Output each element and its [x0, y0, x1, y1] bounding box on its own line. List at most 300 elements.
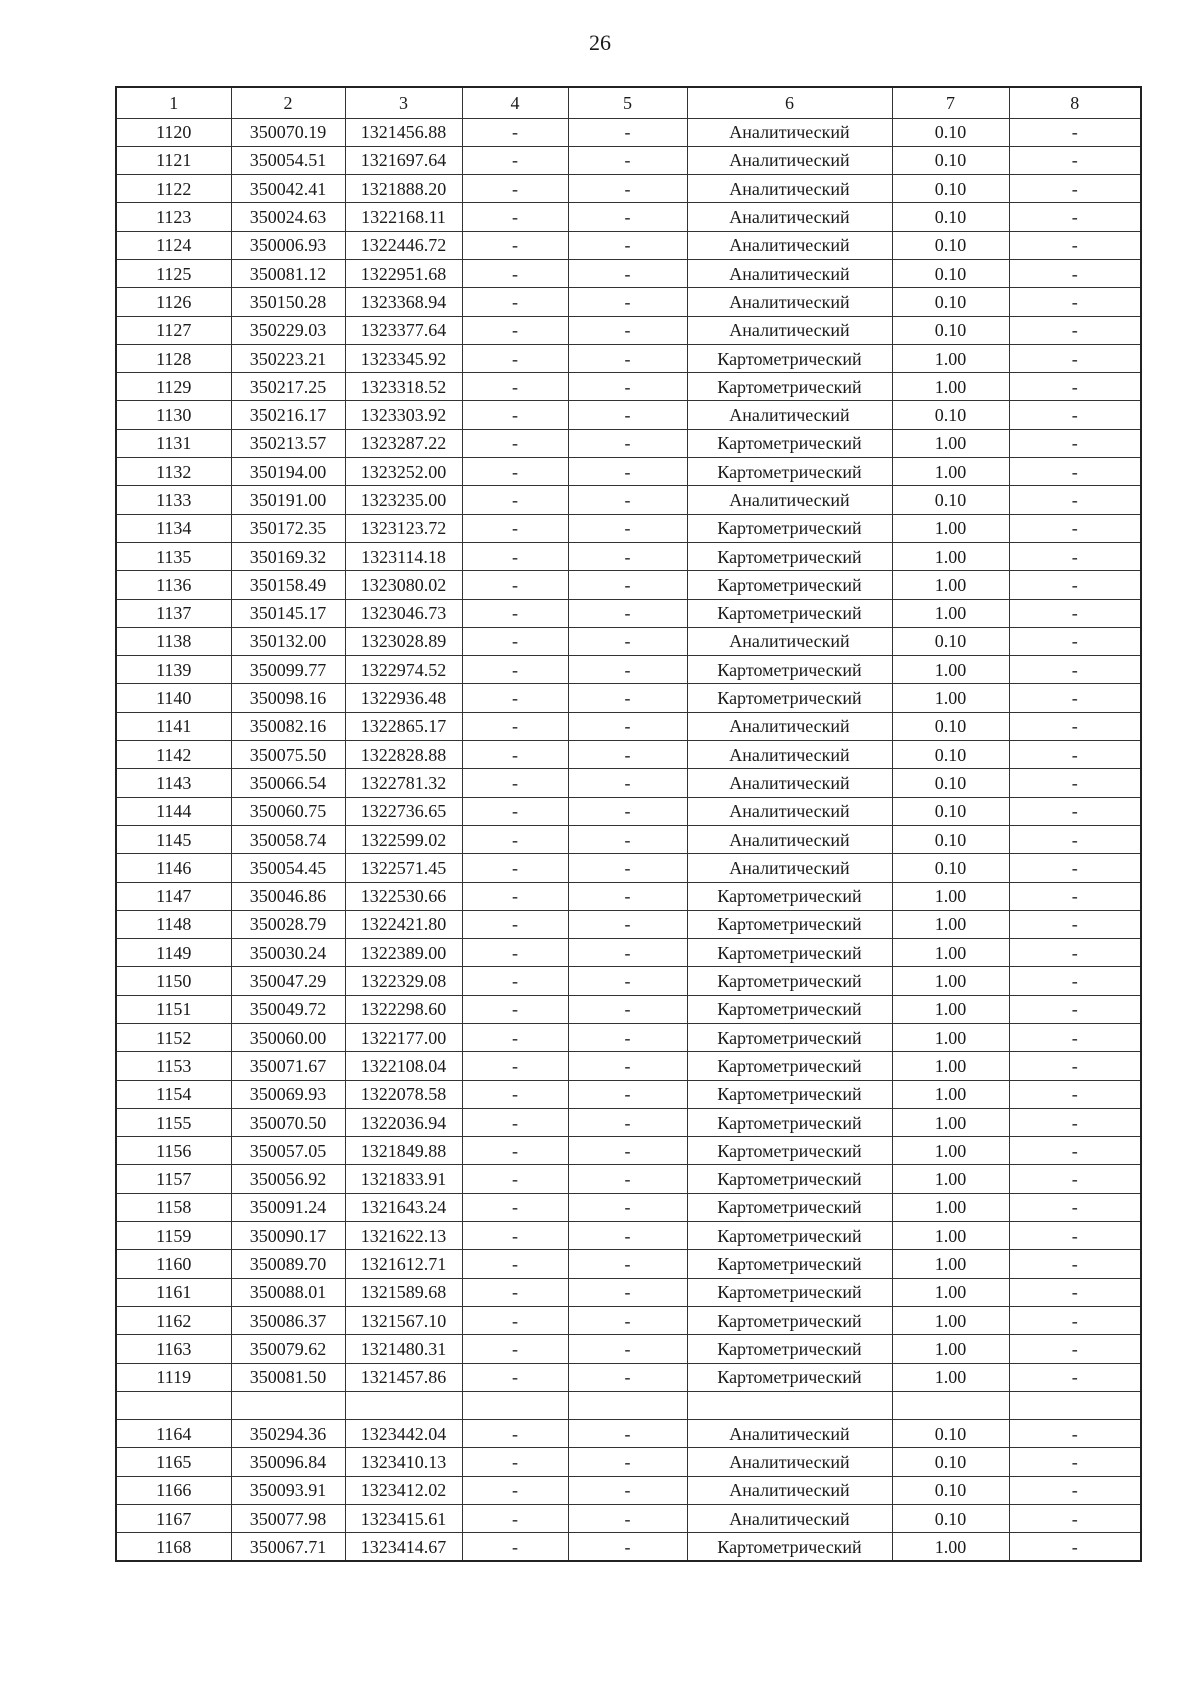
accuracy-cell: 1.00 — [892, 910, 1009, 938]
accuracy-cell: 1.00 — [892, 1024, 1009, 1052]
column-5-cell: - — [568, 1278, 687, 1306]
table-header-row — [116, 87, 1141, 118]
y-coordinate-cell: 1322736.65 — [345, 797, 462, 825]
column-header: 6 — [687, 87, 892, 118]
page-number: 26 — [589, 30, 611, 55]
column-5-cell: - — [568, 599, 687, 627]
column-8-cell: - — [1009, 486, 1141, 514]
x-coordinate-cell: 350057.05 — [231, 1137, 345, 1165]
table-row — [116, 288, 1141, 316]
y-coordinate-cell: 1322078.58 — [345, 1080, 462, 1108]
x-coordinate-cell: 350060.00 — [231, 1024, 345, 1052]
column-8-cell — [1009, 1391, 1141, 1419]
table-row — [116, 514, 1141, 542]
column-5-cell: - — [568, 967, 687, 995]
column-5-cell: - — [568, 373, 687, 401]
y-coordinate-cell: 1323410.13 — [345, 1448, 462, 1476]
column-header: 5 — [568, 87, 687, 118]
point-number-cell: 1146 — [116, 854, 231, 882]
accuracy-cell: 0.10 — [892, 118, 1009, 146]
x-coordinate-cell: 350191.00 — [231, 486, 345, 514]
point-number-cell: 1167 — [116, 1505, 231, 1533]
table-row — [116, 1505, 1141, 1533]
point-number-cell: 1164 — [116, 1420, 231, 1448]
point-number-cell: 1123 — [116, 203, 231, 231]
x-coordinate-cell: 350090.17 — [231, 1222, 345, 1250]
method-cell: Картометрический — [687, 939, 892, 967]
point-number-cell: 1162 — [116, 1306, 231, 1334]
column-4-cell: - — [462, 1165, 568, 1193]
point-number-cell: 1166 — [116, 1476, 231, 1504]
accuracy-cell: 1.00 — [892, 599, 1009, 627]
point-number-cell: 1127 — [116, 316, 231, 344]
column-8-cell: - — [1009, 967, 1141, 995]
method-cell: Картометрический — [687, 514, 892, 542]
y-coordinate-cell: 1323028.89 — [345, 627, 462, 655]
point-number-cell: 1165 — [116, 1448, 231, 1476]
column-5-cell: - — [568, 1193, 687, 1221]
column-8-cell: - — [1009, 203, 1141, 231]
x-coordinate-cell: 350030.24 — [231, 939, 345, 967]
point-number-cell: 1136 — [116, 571, 231, 599]
x-coordinate-cell: 350054.45 — [231, 854, 345, 882]
column-5-cell: - — [568, 1250, 687, 1278]
accuracy-cell: 0.10 — [892, 401, 1009, 429]
column-8-cell: - — [1009, 542, 1141, 570]
y-coordinate-cell: 1321849.88 — [345, 1137, 462, 1165]
column-8-cell: - — [1009, 288, 1141, 316]
column-8-cell: - — [1009, 429, 1141, 457]
y-coordinate-cell: 1322599.02 — [345, 825, 462, 853]
column-8-cell: - — [1009, 684, 1141, 712]
y-coordinate-cell: 1322571.45 — [345, 854, 462, 882]
column-4-cell: - — [462, 1137, 568, 1165]
column-4-cell: - — [462, 854, 568, 882]
column-4-cell: - — [462, 995, 568, 1023]
column-header: 8 — [1009, 87, 1141, 118]
x-coordinate-cell: 350086.37 — [231, 1306, 345, 1334]
column-5-cell: - — [568, 1335, 687, 1363]
point-number-cell: 1151 — [116, 995, 231, 1023]
accuracy-cell: 0.10 — [892, 486, 1009, 514]
accuracy-cell: 1.00 — [892, 542, 1009, 570]
method-cell: Картометрический — [687, 1335, 892, 1363]
x-coordinate-cell: 350060.75 — [231, 797, 345, 825]
x-coordinate-cell: 350096.84 — [231, 1448, 345, 1476]
column-5-cell: - — [568, 231, 687, 259]
method-cell: Картометрический — [687, 458, 892, 486]
column-4-cell: - — [462, 1052, 568, 1080]
column-5-cell: - — [568, 1420, 687, 1448]
column-8-cell: - — [1009, 373, 1141, 401]
y-coordinate-cell: 1322389.00 — [345, 939, 462, 967]
y-coordinate-cell: 1322036.94 — [345, 1108, 462, 1136]
accuracy-cell: 0.10 — [892, 175, 1009, 203]
column-4-cell: - — [462, 259, 568, 287]
x-coordinate-cell: 350099.77 — [231, 656, 345, 684]
point-number-cell: 1152 — [116, 1024, 231, 1052]
column-4-cell: - — [462, 118, 568, 146]
x-coordinate-cell: 350042.41 — [231, 175, 345, 203]
column-8-cell: - — [1009, 1024, 1141, 1052]
x-coordinate-cell: 350066.54 — [231, 769, 345, 797]
point-number-cell: 1128 — [116, 344, 231, 372]
point-number-cell: 1149 — [116, 939, 231, 967]
column-5-cell: - — [568, 1363, 687, 1391]
y-coordinate-cell — [345, 1391, 462, 1419]
method-cell: Аналитический — [687, 231, 892, 259]
point-number-cell: 1156 — [116, 1137, 231, 1165]
x-coordinate-cell: 350093.91 — [231, 1476, 345, 1504]
column-8-cell: - — [1009, 1108, 1141, 1136]
table-row — [116, 1335, 1141, 1363]
y-coordinate-cell: 1322421.80 — [345, 910, 462, 938]
column-4-cell: - — [462, 514, 568, 542]
column-8-cell: - — [1009, 825, 1141, 853]
table-row — [116, 712, 1141, 740]
column-5-cell: - — [568, 1533, 687, 1561]
point-number-cell — [116, 1391, 231, 1419]
table-row — [116, 1278, 1141, 1306]
x-coordinate-cell: 350024.63 — [231, 203, 345, 231]
column-5-cell: - — [568, 939, 687, 967]
table-row — [116, 486, 1141, 514]
table-row — [116, 316, 1141, 344]
column-5-cell: - — [568, 571, 687, 599]
column-5-cell: - — [568, 429, 687, 457]
method-cell: Картометрический — [687, 995, 892, 1023]
point-number-cell: 1119 — [116, 1363, 231, 1391]
point-number-cell: 1147 — [116, 882, 231, 910]
point-number-cell: 1139 — [116, 656, 231, 684]
accuracy-cell: 1.00 — [892, 684, 1009, 712]
column-5-cell: - — [568, 118, 687, 146]
column-8-cell: - — [1009, 656, 1141, 684]
method-cell: Аналитический — [687, 797, 892, 825]
column-8-cell: - — [1009, 118, 1141, 146]
column-8-cell: - — [1009, 1505, 1141, 1533]
column-header: 1 — [116, 87, 231, 118]
column-4-cell: - — [462, 684, 568, 712]
table-row — [116, 429, 1141, 457]
column-8-cell: - — [1009, 1335, 1141, 1363]
column-4-cell: - — [462, 712, 568, 740]
column-5-cell — [568, 1391, 687, 1419]
table-row — [116, 458, 1141, 486]
x-coordinate-cell: 350056.92 — [231, 1165, 345, 1193]
column-4-cell: - — [462, 1306, 568, 1334]
x-coordinate-cell: 350046.86 — [231, 882, 345, 910]
y-coordinate-cell: 1323415.61 — [345, 1505, 462, 1533]
column-header: 7 — [892, 87, 1009, 118]
column-8-cell: - — [1009, 797, 1141, 825]
column-4-cell: - — [462, 1250, 568, 1278]
y-coordinate-cell: 1323414.67 — [345, 1533, 462, 1561]
method-cell: Аналитический — [687, 175, 892, 203]
x-coordinate-cell: 350089.70 — [231, 1250, 345, 1278]
point-number-cell: 1125 — [116, 259, 231, 287]
point-number-cell: 1160 — [116, 1250, 231, 1278]
accuracy-cell: 1.00 — [892, 571, 1009, 599]
accuracy-cell: 1.00 — [892, 1335, 1009, 1363]
method-cell: Картометрический — [687, 1250, 892, 1278]
column-8-cell: - — [1009, 1052, 1141, 1080]
column-5-cell: - — [568, 684, 687, 712]
y-coordinate-cell: 1321457.86 — [345, 1363, 462, 1391]
column-8-cell: - — [1009, 316, 1141, 344]
y-coordinate-cell: 1321612.71 — [345, 1250, 462, 1278]
column-5-cell: - — [568, 995, 687, 1023]
point-number-cell: 1124 — [116, 231, 231, 259]
y-coordinate-cell: 1323345.92 — [345, 344, 462, 372]
x-coordinate-cell: 350150.28 — [231, 288, 345, 316]
y-coordinate-cell: 1321456.88 — [345, 118, 462, 146]
accuracy-cell: 1.00 — [892, 1533, 1009, 1561]
x-coordinate-cell: 350216.17 — [231, 401, 345, 429]
column-4-cell: - — [462, 882, 568, 910]
x-coordinate-cell: 350213.57 — [231, 429, 345, 457]
column-5-cell: - — [568, 288, 687, 316]
x-coordinate-cell: 350069.93 — [231, 1080, 345, 1108]
accuracy-cell: 1.00 — [892, 1165, 1009, 1193]
table-row — [116, 1052, 1141, 1080]
column-5-cell: - — [568, 259, 687, 287]
x-coordinate-cell: 350088.01 — [231, 1278, 345, 1306]
accuracy-cell: 0.10 — [892, 146, 1009, 174]
table-row — [116, 995, 1141, 1023]
column-8-cell: - — [1009, 175, 1141, 203]
column-4-cell: - — [462, 1420, 568, 1448]
x-coordinate-cell: 350158.49 — [231, 571, 345, 599]
x-coordinate-cell: 350049.72 — [231, 995, 345, 1023]
point-number-cell: 1122 — [116, 175, 231, 203]
column-8-cell: - — [1009, 741, 1141, 769]
x-coordinate-cell: 350169.32 — [231, 542, 345, 570]
column-8-cell: - — [1009, 995, 1141, 1023]
method-cell: Картометрический — [687, 1137, 892, 1165]
y-coordinate-cell: 1321622.13 — [345, 1222, 462, 1250]
x-coordinate-cell: 350028.79 — [231, 910, 345, 938]
accuracy-cell: 1.00 — [892, 882, 1009, 910]
column-4-cell: - — [462, 458, 568, 486]
table-row — [116, 1448, 1141, 1476]
accuracy-cell: 1.00 — [892, 514, 1009, 542]
column-5-cell: - — [568, 910, 687, 938]
method-cell: Картометрический — [687, 1306, 892, 1334]
y-coordinate-cell: 1323412.02 — [345, 1476, 462, 1504]
y-coordinate-cell: 1323377.64 — [345, 316, 462, 344]
column-8-cell: - — [1009, 458, 1141, 486]
table-row — [116, 627, 1141, 655]
y-coordinate-cell: 1322936.48 — [345, 684, 462, 712]
column-5-cell: - — [568, 741, 687, 769]
point-number-cell: 1159 — [116, 1222, 231, 1250]
method-cell: Аналитический — [687, 1505, 892, 1533]
column-4-cell: - — [462, 1108, 568, 1136]
column-4-cell: - — [462, 825, 568, 853]
y-coordinate-cell: 1323303.92 — [345, 401, 462, 429]
table-row — [116, 1306, 1141, 1334]
method-cell: Аналитический — [687, 146, 892, 174]
column-8-cell: - — [1009, 1165, 1141, 1193]
column-5-cell: - — [568, 627, 687, 655]
column-5-cell: - — [568, 1476, 687, 1504]
column-5-cell: - — [568, 316, 687, 344]
method-cell: Картометрический — [687, 542, 892, 570]
column-8-cell: - — [1009, 1363, 1141, 1391]
accuracy-cell: 1.00 — [892, 1250, 1009, 1278]
column-5-cell: - — [568, 514, 687, 542]
y-coordinate-cell: 1322828.88 — [345, 741, 462, 769]
accuracy-cell: 1.00 — [892, 373, 1009, 401]
x-coordinate-cell — [231, 1391, 345, 1419]
method-cell: Аналитический — [687, 118, 892, 146]
method-cell: Картометрический — [687, 967, 892, 995]
column-4-cell: - — [462, 1024, 568, 1052]
point-number-cell: 1168 — [116, 1533, 231, 1561]
column-4-cell: - — [462, 1363, 568, 1391]
column-5-cell: - — [568, 1448, 687, 1476]
column-5-cell: - — [568, 1137, 687, 1165]
y-coordinate-cell: 1322108.04 — [345, 1052, 462, 1080]
column-5-cell: - — [568, 712, 687, 740]
column-4-cell: - — [462, 373, 568, 401]
method-cell: Аналитический — [687, 316, 892, 344]
x-coordinate-cell: 350098.16 — [231, 684, 345, 712]
accuracy-cell: 1.00 — [892, 656, 1009, 684]
table-row — [116, 769, 1141, 797]
accuracy-cell: 1.00 — [892, 1278, 1009, 1306]
accuracy-cell: 1.00 — [892, 344, 1009, 372]
method-cell: Картометрический — [687, 1222, 892, 1250]
table-row — [116, 1391, 1141, 1419]
table-row — [116, 542, 1141, 570]
table-row — [116, 175, 1141, 203]
column-8-cell: - — [1009, 1193, 1141, 1221]
column-4-cell: - — [462, 1278, 568, 1306]
column-5-cell: - — [568, 146, 687, 174]
table-row — [116, 203, 1141, 231]
point-number-cell: 1143 — [116, 769, 231, 797]
point-number-cell: 1137 — [116, 599, 231, 627]
x-coordinate-cell: 350172.35 — [231, 514, 345, 542]
accuracy-cell: 0.10 — [892, 797, 1009, 825]
column-5-cell: - — [568, 175, 687, 203]
y-coordinate-cell: 1322329.08 — [345, 967, 462, 995]
accuracy-cell: 0.10 — [892, 769, 1009, 797]
column-header: 4 — [462, 87, 568, 118]
column-8-cell: - — [1009, 712, 1141, 740]
x-coordinate-cell: 350081.12 — [231, 259, 345, 287]
column-8-cell: - — [1009, 1250, 1141, 1278]
column-5-cell: - — [568, 1222, 687, 1250]
column-8-cell: - — [1009, 1080, 1141, 1108]
column-8-cell: - — [1009, 1278, 1141, 1306]
accuracy-cell: 1.00 — [892, 1137, 1009, 1165]
point-number-cell: 1134 — [116, 514, 231, 542]
x-coordinate-cell: 350071.67 — [231, 1052, 345, 1080]
method-cell: Аналитический — [687, 203, 892, 231]
column-header: 3 — [345, 87, 462, 118]
column-4-cell: - — [462, 797, 568, 825]
x-coordinate-cell: 350223.21 — [231, 344, 345, 372]
column-4-cell: - — [462, 1222, 568, 1250]
point-number-cell: 1135 — [116, 542, 231, 570]
table-row — [116, 1476, 1141, 1504]
method-cell: Картометрический — [687, 429, 892, 457]
method-cell: Аналитический — [687, 1476, 892, 1504]
method-cell: Картометрический — [687, 1363, 892, 1391]
table-row — [116, 1024, 1141, 1052]
accuracy-cell: 1.00 — [892, 967, 1009, 995]
method-cell: Аналитический — [687, 401, 892, 429]
column-5-cell: - — [568, 1080, 687, 1108]
method-cell: Аналитический — [687, 627, 892, 655]
column-4-cell: - — [462, 599, 568, 627]
accuracy-cell: 1.00 — [892, 1052, 1009, 1080]
x-coordinate-cell: 350194.00 — [231, 458, 345, 486]
accuracy-cell: 0.10 — [892, 1448, 1009, 1476]
accuracy-cell: 1.00 — [892, 1193, 1009, 1221]
method-cell: Картометрический — [687, 599, 892, 627]
accuracy-cell: 0.10 — [892, 288, 1009, 316]
column-5-cell: - — [568, 797, 687, 825]
column-5-cell: - — [568, 1108, 687, 1136]
accuracy-cell: 1.00 — [892, 458, 1009, 486]
accuracy-cell: 0.10 — [892, 1420, 1009, 1448]
column-5-cell: - — [568, 344, 687, 372]
column-5-cell: - — [568, 1505, 687, 1533]
column-8-cell: - — [1009, 599, 1141, 627]
table-row — [116, 599, 1141, 627]
x-coordinate-cell: 350067.71 — [231, 1533, 345, 1561]
method-cell: Картометрический — [687, 1193, 892, 1221]
y-coordinate-cell: 1321480.31 — [345, 1335, 462, 1363]
column-8-cell: - — [1009, 1137, 1141, 1165]
column-5-cell: - — [568, 542, 687, 570]
column-4-cell: - — [462, 1505, 568, 1533]
accuracy-cell: 0.10 — [892, 712, 1009, 740]
column-8-cell: - — [1009, 1420, 1141, 1448]
column-8-cell: - — [1009, 910, 1141, 938]
point-number-cell: 1144 — [116, 797, 231, 825]
column-8-cell: - — [1009, 146, 1141, 174]
accuracy-cell: 0.10 — [892, 231, 1009, 259]
y-coordinate-cell: 1322530.66 — [345, 882, 462, 910]
column-5-cell: - — [568, 458, 687, 486]
table-row — [116, 146, 1141, 174]
column-4-cell: - — [462, 1080, 568, 1108]
y-coordinate-cell: 1322177.00 — [345, 1024, 462, 1052]
column-5-cell: - — [568, 486, 687, 514]
accuracy-cell: 1.00 — [892, 1080, 1009, 1108]
table-row — [116, 1080, 1141, 1108]
column-5-cell: - — [568, 1306, 687, 1334]
method-cell: Картометрический — [687, 1024, 892, 1052]
method-cell: Картометрический — [687, 1533, 892, 1561]
point-number-cell: 1158 — [116, 1193, 231, 1221]
x-coordinate-cell: 350082.16 — [231, 712, 345, 740]
column-4-cell: - — [462, 429, 568, 457]
y-coordinate-cell: 1322446.72 — [345, 231, 462, 259]
x-coordinate-cell: 350145.17 — [231, 599, 345, 627]
accuracy-cell: 0.10 — [892, 1505, 1009, 1533]
point-number-cell: 1163 — [116, 1335, 231, 1363]
method-cell: Аналитический — [687, 769, 892, 797]
accuracy-cell: 1.00 — [892, 1363, 1009, 1391]
column-4-cell: - — [462, 1193, 568, 1221]
point-number-cell: 1140 — [116, 684, 231, 712]
